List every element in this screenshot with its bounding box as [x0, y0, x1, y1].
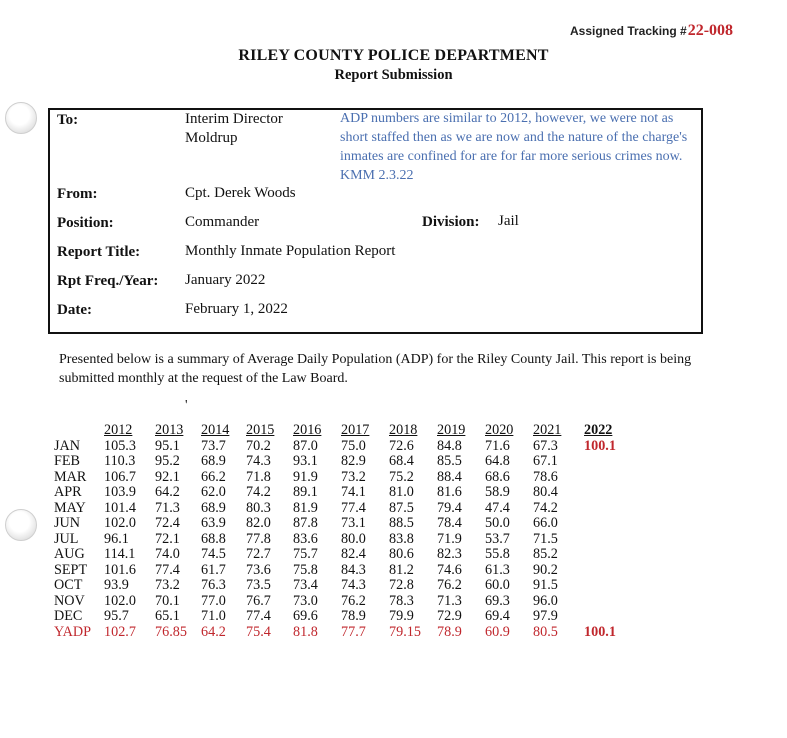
adp-value-cell: 78.3 — [389, 592, 414, 609]
adp-value-cell: 73.2 — [155, 577, 180, 593]
adp-value-cell: 64.2 — [155, 484, 180, 500]
year-header: 2021 — [533, 422, 562, 438]
adp-value-cell: 77.8 — [246, 530, 271, 547]
year-header-row — [54, 423, 624, 439]
adp-value-cell: 68.8 — [201, 530, 226, 547]
year-header: 2012 — [104, 422, 133, 438]
adp-value-cell: 89.1 — [293, 484, 318, 500]
summary-paragraph: Presented below is a summary of Average Daily Population (ADP) for the Riley County Jail. This report is being submitted monthly at the request of the Law Board. — [59, 352, 692, 386]
adp-value-cell: 55.8 — [485, 546, 510, 562]
adp-value-cell: 72.9 — [437, 608, 462, 624]
month-label: JUN — [54, 515, 81, 531]
adp-value-cell: 84.8 — [437, 437, 462, 454]
adp-value-cell: 81.9 — [293, 499, 318, 516]
adp-value-cell: 71.9 — [437, 530, 462, 547]
adp-value-cell: 105.3 — [104, 437, 136, 454]
adp-value-cell: 74.2 — [246, 484, 271, 500]
month-label: JAN — [54, 437, 81, 454]
to-value-line2: Moldrup — [185, 130, 238, 146]
month-label: APR — [54, 484, 82, 500]
adp-value-cell: 74.6 — [437, 561, 462, 578]
adp-value-cell: 69.4 — [485, 608, 510, 624]
adp-value-cell: 77.4 — [341, 499, 366, 516]
adp-value-cell — [584, 454, 624, 470]
table-row — [54, 547, 624, 563]
table-row — [54, 485, 624, 501]
adp-value-cell: 76.7 — [246, 592, 271, 609]
adp-value-cell: 85.5 — [437, 453, 462, 469]
adp-value-cell — [584, 470, 624, 486]
adp-value-cell: 110.3 — [104, 453, 136, 469]
adp-value-cell: 88.4 — [437, 468, 462, 485]
adp-value-cell: 60.0 — [485, 577, 510, 593]
adp-value-cell: 72.7 — [246, 546, 271, 562]
month-label: MAR — [54, 468, 87, 485]
adp-value-cell: 74.5 — [201, 546, 226, 562]
adp-value-cell: 73.0 — [293, 592, 318, 609]
adp-value-cell: 72.1 — [155, 530, 180, 547]
yadp-value-cell: 100.1 — [584, 623, 616, 640]
report-title-value: Monthly Inmate Population Report — [185, 243, 396, 259]
adp-value-cell: 81.6 — [437, 484, 462, 500]
adp-value-cell: 102.0 — [104, 515, 136, 531]
adp-value-cell: 95.1 — [155, 437, 180, 454]
adp-value-cell: 103.9 — [104, 484, 136, 500]
adp-value-cell: 101.4 — [104, 499, 136, 516]
adp-value-cell: 63.9 — [201, 515, 226, 531]
adp-value-cell: 76.2 — [437, 577, 462, 593]
adp-value-cell: 71.3 — [437, 592, 462, 609]
adp-value-cell: 80.6 — [389, 546, 414, 562]
adp-value-cell: 82.3 — [437, 546, 462, 562]
adp-value-cell: 84.3 — [341, 561, 366, 578]
adp-value-cell: 97.9 — [533, 608, 558, 624]
adp-value-cell: 75.8 — [293, 561, 318, 578]
adp-value-cell: 88.5 — [389, 515, 414, 531]
yadp-value-cell: 78.9 — [437, 623, 462, 640]
adp-value-cell: 92.1 — [155, 468, 180, 485]
date-value: February 1, 2022 — [185, 301, 288, 317]
document-subtitle: Report Submission — [334, 67, 453, 83]
adp-value-cell: 68.9 — [201, 453, 226, 469]
adp-value-cell: 72.6 — [389, 437, 414, 454]
yadp-value-cell: 76.85 — [155, 623, 187, 640]
adp-value-cell: 71.3 — [155, 499, 180, 516]
adp-value-cell: 73.2 — [341, 468, 366, 485]
adp-value-cell: 87.0 — [293, 437, 318, 454]
adp-value-cell: 83.8 — [389, 530, 414, 547]
year-header: 2015 — [246, 422, 275, 438]
adp-value-cell: 91.9 — [293, 468, 318, 485]
adp-value-cell: 71.8 — [246, 468, 271, 485]
date-label: Date: — [57, 302, 92, 318]
yadp-value-cell: 102.7 — [104, 623, 136, 640]
adp-value-cell: 71.5 — [533, 530, 558, 547]
adp-value-cell: 73.6 — [246, 561, 271, 578]
adp-value-cell: 73.7 — [201, 437, 226, 454]
month-label: MAY — [54, 499, 86, 516]
division-value: Jail — [498, 213, 519, 229]
table-row — [54, 501, 624, 517]
adp-value-cell: 91.5 — [533, 577, 558, 593]
adp-value-cell: 82.9 — [341, 453, 366, 469]
adp-value-cell: 78.9 — [341, 608, 366, 624]
adp-value-cell: 77.4 — [246, 608, 271, 624]
adp-value-cell: 90.2 — [533, 561, 558, 578]
adp-value-cell: 87.5 — [389, 499, 414, 516]
table-row — [54, 470, 624, 486]
binder-hole-bottom — [5, 509, 37, 541]
adp-value-cell — [584, 485, 624, 501]
adp-value-cell: 75.7 — [293, 546, 318, 562]
to-label: To: — [57, 112, 79, 128]
month-label: DEC — [54, 608, 83, 624]
yadp-row — [54, 625, 624, 641]
adp-value-cell: 100.1 — [584, 437, 616, 454]
adp-value-cell: 81.2 — [389, 561, 414, 578]
adp-value-cell — [584, 609, 624, 625]
adp-value-cell: 58.9 — [485, 484, 510, 500]
year-header: 2022 — [584, 422, 613, 438]
adp-value-cell — [584, 547, 624, 563]
adp-value-cell: 106.7 — [104, 468, 136, 485]
adp-value-cell: 68.6 — [485, 468, 510, 485]
adp-value-cell: 76.3 — [201, 577, 226, 593]
adp-value-cell: 79.9 — [389, 608, 414, 624]
table-row — [54, 516, 624, 532]
adp-value-cell: 95.7 — [104, 608, 129, 624]
table-row — [54, 594, 624, 610]
adp-value-cell — [584, 501, 624, 517]
adp-value-cell: 71.6 — [485, 437, 510, 454]
adp-value-cell: 82.4 — [341, 546, 366, 562]
tracking-number — [570, 22, 733, 40]
adp-value-cell: 61.3 — [485, 561, 510, 578]
adp-value-cell: 93.1 — [293, 453, 318, 469]
adp-value-cell: 96.0 — [533, 592, 558, 609]
adp-value-cell: 74.1 — [341, 484, 366, 500]
tracking-value: 22-008 — [687, 22, 734, 39]
adp-table-body — [54, 439, 624, 641]
adp-value-cell: 61.7 — [201, 561, 226, 578]
report-title-label: Report Title: — [57, 244, 141, 260]
position-value: Commander — [185, 214, 260, 230]
year-header: 2016 — [293, 422, 322, 438]
adp-value-cell: 68.9 — [201, 499, 226, 516]
binder-hole-top — [5, 102, 37, 134]
adp-value-cell: 85.2 — [533, 546, 558, 562]
month-label: OCT — [54, 577, 83, 593]
table-row — [54, 578, 624, 594]
year-header: 2018 — [389, 422, 418, 438]
adp-value-cell: 87.8 — [293, 515, 318, 531]
from-label: From: — [57, 186, 98, 202]
yadp-value-cell: 79.15 — [389, 623, 421, 640]
adp-value-cell: 80.0 — [341, 530, 366, 547]
table-row — [54, 454, 624, 470]
yadp-value-cell: 77.7 — [341, 623, 366, 640]
to-value-line1: Interim Director — [185, 111, 283, 127]
year-header: 2017 — [341, 422, 370, 438]
adp-value-cell: 73.1 — [341, 515, 366, 531]
adp-value-cell: 74.0 — [155, 546, 180, 562]
adp-value-cell: 72.8 — [389, 577, 414, 593]
position-label: Position: — [57, 215, 114, 231]
yadp-value-cell: 60.9 — [485, 623, 510, 640]
adp-value-cell: 83.6 — [293, 530, 318, 547]
adp-value-cell: 73.5 — [246, 577, 271, 593]
adp-value-cell: 66.2 — [201, 468, 226, 485]
year-header: 2014 — [201, 422, 230, 438]
month-label: SEPT — [54, 561, 88, 578]
adp-value-cell: 65.1 — [155, 608, 180, 624]
adp-value-cell: 70.2 — [246, 437, 271, 454]
adp-value-cell: 68.4 — [389, 453, 414, 469]
adp-value-cell: 102.0 — [104, 592, 136, 609]
adp-value-cell: 101.6 — [104, 561, 136, 578]
adp-value-cell: 96.1 — [104, 530, 129, 547]
year-header: 2020 — [485, 422, 514, 438]
department-title: RILEY COUNTY POLICE DEPARTMENT — [238, 47, 549, 64]
adp-table — [54, 423, 624, 640]
year-header: 2019 — [437, 422, 466, 438]
adp-value-cell: 70.1 — [155, 592, 180, 609]
report-frequency-value: January 2022 — [185, 272, 266, 288]
adp-value-cell: 71.0 — [201, 608, 226, 624]
yadp-value-cell: 64.2 — [201, 623, 226, 640]
adp-value-cell — [584, 516, 624, 532]
adp-value-cell: 78.4 — [437, 515, 462, 531]
adp-value-cell — [584, 594, 624, 610]
month-label: NOV — [54, 592, 85, 609]
adp-value-cell: 73.4 — [293, 577, 318, 593]
adp-value-cell: 80.3 — [246, 499, 271, 516]
adp-value-cell: 75.2 — [389, 468, 414, 485]
adp-value-cell: 67.1 — [533, 453, 558, 469]
report-frequency-label: Rpt Freq./Year: — [57, 273, 159, 289]
adp-value-cell: 76.2 — [341, 592, 366, 609]
table-row — [54, 563, 624, 579]
table-row — [54, 532, 624, 548]
adp-value-cell: 69.3 — [485, 592, 510, 609]
adp-value-cell: 77.0 — [201, 592, 226, 609]
adp-value-cell: 66.0 — [533, 515, 558, 531]
yadp-value-cell: 81.8 — [293, 623, 318, 640]
division-label: Division: — [422, 214, 480, 230]
adp-value-cell: 81.0 — [389, 484, 414, 500]
from-value: Cpt. Derek Woods — [185, 185, 296, 201]
adp-value-cell: 82.0 — [246, 515, 271, 531]
yadp-value-cell: 80.5 — [533, 623, 558, 640]
adp-value-cell: 72.4 — [155, 515, 180, 531]
month-label: JUL — [54, 530, 79, 547]
adp-value-cell: 74.3 — [341, 577, 366, 593]
table-row — [54, 609, 624, 625]
adp-value-cell: 79.4 — [437, 499, 462, 516]
month-header-cell — [54, 423, 104, 439]
adp-value-cell: 64.8 — [485, 453, 510, 469]
stray-mark: ' — [185, 398, 188, 413]
adp-value-cell: 78.6 — [533, 468, 558, 485]
adp-value-cell: 47.4 — [485, 499, 510, 516]
yadp-label: YADP — [54, 623, 92, 640]
adp-value-cell: 95.2 — [155, 453, 180, 469]
handwritten-note: ADP numbers are similar to 2012, however, we were not as short staffed then as we are now and the nature of the charge's inmates are confined for are for far more serious crimes now. KMM 2.3.22 — [340, 111, 688, 183]
table-row — [54, 439, 624, 455]
adp-value-cell: 62.0 — [201, 484, 226, 500]
adp-value-cell: 114.1 — [104, 546, 136, 562]
adp-value-cell: 69.6 — [293, 608, 318, 624]
month-label: FEB — [54, 453, 81, 469]
adp-value-cell — [584, 532, 624, 548]
adp-value-cell: 77.4 — [155, 561, 180, 578]
adp-value-cell: 75.0 — [341, 437, 366, 454]
adp-value-cell: 74.3 — [246, 453, 271, 469]
year-header: 2013 — [155, 422, 184, 438]
yadp-value-cell: 75.4 — [246, 623, 271, 640]
tracking-label: Assigned Tracking # — [570, 24, 687, 38]
adp-value-cell — [584, 578, 624, 594]
adp-value-cell — [584, 563, 624, 579]
adp-value-cell: 67.3 — [533, 437, 558, 454]
month-label: AUG — [54, 546, 85, 562]
adp-value-cell: 93.9 — [104, 577, 129, 593]
adp-value-cell: 53.7 — [485, 530, 510, 547]
adp-value-cell: 80.4 — [533, 484, 558, 500]
adp-value-cell: 50.0 — [485, 515, 510, 531]
adp-value-cell: 74.2 — [533, 499, 558, 516]
